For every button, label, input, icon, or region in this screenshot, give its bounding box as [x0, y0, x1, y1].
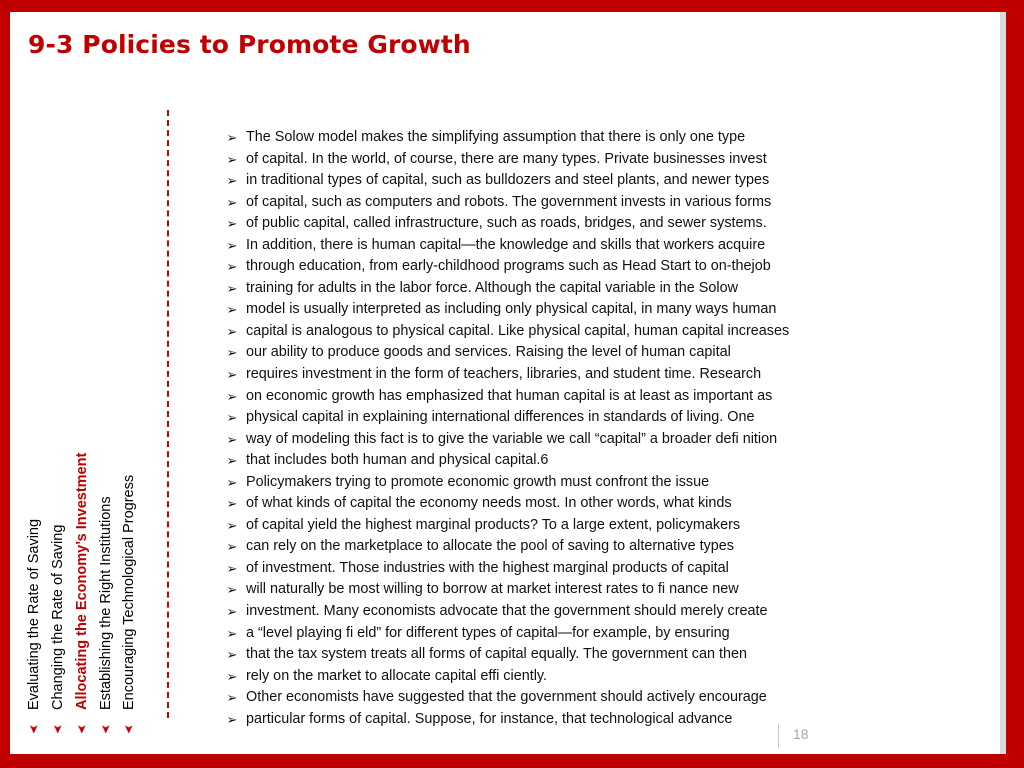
slide-frame-bottom: [0, 754, 1024, 768]
arrowhead-bullet-icon: ➢: [226, 711, 238, 727]
dashed-divider: [167, 110, 169, 718]
arrowhead-bullet-icon: ➢: [226, 539, 238, 555]
bullet-line: [224, 623, 994, 645]
arrowhead-bullet-icon: ➢: [226, 668, 238, 684]
nav-item-1[interactable]: [23, 410, 45, 740]
arrow-icon: ➤: [51, 724, 65, 735]
bullet-line: [224, 235, 994, 257]
nav-item-5[interactable]: [118, 410, 140, 740]
bullet-line: [224, 666, 994, 688]
slide-frame-right: [1006, 12, 1024, 768]
bullet-text: of capital yield the highest marginal products? To a large extent, policymakers: [246, 516, 741, 533]
bullet-line: [224, 149, 994, 171]
bullet-line: [224, 321, 994, 343]
bullet-text: way of modeling this fact is to give the variable we call “capital” a broader defi nition: [246, 430, 778, 447]
arrowhead-bullet-icon: ➢: [226, 345, 238, 361]
arrowhead-bullet-icon: ➢: [226, 216, 238, 232]
arrowhead-bullet-icon: ➢: [226, 130, 238, 145]
bullet-text: training for adults in the labor force. Although the capital variable in the Solow: [246, 279, 738, 296]
bullet-line: [224, 536, 994, 558]
arrowhead-bullet-icon: ➢: [226, 173, 238, 189]
nav-item-label: Evaluating the Rate of Saving: [26, 518, 42, 710]
bullet-line: [224, 687, 994, 709]
slide-frame-top: [0, 0, 1024, 12]
page-number-separator: [778, 724, 779, 748]
nav-item-4[interactable]: [95, 410, 117, 740]
arrowhead-bullet-icon: ➢: [226, 151, 238, 167]
bullet-text: of public capital, called infrastructure, such as roads, bridges, and sewer systems.: [246, 215, 767, 232]
arrow-icon: ➤: [27, 724, 41, 735]
arrowhead-bullet-icon: ➢: [226, 517, 238, 533]
bullet-text: Policymakers trying to promote economic growth must confront the issue: [246, 473, 710, 490]
arrowhead-bullet-icon: ➢: [226, 323, 238, 339]
bullet-text: The Solow model makes the simplifying assumption that there is only one type: [246, 129, 746, 145]
slide-title: 9-3 Policies to Promote Growth: [28, 30, 471, 59]
arrowhead-bullet-icon: ➢: [226, 194, 238, 210]
nav-item-label: Encouraging Technological Progress: [121, 474, 137, 710]
bullet-line: [224, 558, 994, 580]
nav-item-label: Establishing the Right Institutions: [98, 496, 114, 710]
arrowhead-bullet-icon: ➢: [226, 388, 238, 404]
bullet-text: Other economists have suggested that the government should actively encourage: [246, 689, 767, 706]
bullet-text: of what kinds of capital the economy needs most. In other words, what kinds: [246, 495, 732, 512]
arrowhead-bullet-icon: ➢: [226, 302, 238, 318]
bullet-text: will naturally be most willing to borrow at market interest rates to fi nance new: [246, 581, 739, 598]
bullet-text: investment. Many economists advocate that the government should merely create: [246, 603, 768, 620]
arrowhead-bullet-icon: ➢: [226, 431, 238, 447]
bullet-text: of investment. Those industries with the highest marginal products of capital: [246, 559, 729, 576]
page-number: 18: [793, 726, 809, 742]
bullet-text: on economic growth has emphasized that human capital is at least as important as: [246, 387, 773, 404]
bullet-line: [224, 579, 994, 601]
bullet-line: [224, 644, 994, 666]
arrowhead-bullet-icon: ➢: [226, 280, 238, 296]
nav-item-label: Allocating the Economy’s Investment: [74, 452, 90, 710]
bullet-line: [224, 299, 994, 321]
arrow-icon: ➤: [99, 724, 113, 735]
arrowhead-bullet-icon: ➢: [226, 625, 238, 641]
bullet-text: capital is analogous to physical capital. Like physical capital, human capital increases: [246, 322, 790, 339]
bullet-text: physical capital in explaining international differences in standards of living. One: [246, 409, 755, 426]
bullet-text: through education, from early-childhood programs such as Head Start to on-thejob: [246, 258, 771, 275]
bullet-line: [224, 386, 994, 408]
arrow-icon: ➤: [122, 724, 136, 735]
arrowhead-bullet-icon: ➢: [226, 453, 238, 469]
bullet-line: [224, 278, 994, 300]
bullet-text: particular forms of capital. Suppose, for instance, that technological advance: [246, 710, 733, 727]
bullet-line: [224, 493, 994, 515]
bullet-text: model is usually interpreted as including only physical capital, in many ways human: [246, 301, 777, 318]
bullet-line: [224, 450, 994, 472]
arrowhead-bullet-icon: ➢: [226, 496, 238, 512]
arrowhead-bullet-icon: ➢: [226, 647, 238, 663]
bullet-line: [224, 472, 994, 494]
bullet-line: [224, 515, 994, 537]
bullet-line: [224, 213, 994, 235]
bullet-line: [224, 709, 994, 731]
bullet-line: [224, 170, 994, 192]
nav-item-label: Changing the Rate of Saving: [50, 524, 66, 710]
bullet-text: that the tax system treats all forms of capital equally. The government can then: [246, 646, 747, 663]
bullet-text: requires investment in the form of teachers, libraries, and student time. Research: [246, 366, 762, 383]
nav-item-2[interactable]: [47, 410, 69, 740]
bullet-text: can rely on the marketplace to allocate the pool of saving to alternative types: [246, 538, 734, 555]
bullet-text: In addition, there is human capital—the knowledge and skills that workers acquire: [246, 236, 766, 253]
slide-body: [224, 127, 994, 730]
bullet-line: [224, 601, 994, 623]
arrow-icon: ➤: [75, 724, 89, 735]
bullet-text: that includes both human and physical capital.6: [246, 452, 549, 469]
bullet-text: rely on the market to allocate capital effi ciently.: [246, 667, 548, 684]
bullet-line: [224, 192, 994, 214]
bullet-line: [224, 407, 994, 429]
slide-frame-left: [0, 0, 10, 768]
bullet-line: [224, 364, 994, 386]
bullet-line: [224, 429, 994, 451]
arrowhead-bullet-icon: ➢: [226, 690, 238, 706]
bullet-text: of capital. In the world, of course, there are many types. Private businesses invest: [246, 150, 767, 167]
bullet-text: our ability to produce goods and services. Raising the level of human capital: [246, 344, 731, 361]
arrowhead-bullet-icon: ➢: [226, 604, 238, 620]
bullet-text: of capital, such as computers and robots. The government invests in various forms: [246, 193, 772, 210]
arrowhead-bullet-icon: ➢: [226, 367, 238, 383]
nav-item-3[interactable]: [71, 410, 93, 740]
arrowhead-bullet-icon: ➢: [226, 237, 238, 253]
arrowhead-bullet-icon: ➢: [226, 259, 238, 275]
bullet-text: a “level playing fi eld” for different types of capital—for example, by ensuring: [246, 624, 730, 641]
arrowhead-bullet-icon: ➢: [226, 410, 238, 426]
arrowhead-bullet-icon: ➢: [226, 560, 238, 576]
arrowhead-bullet-icon: ➢: [226, 582, 238, 598]
bullet-text: in traditional types of capital, such as bulldozers and steel plants, and newer types: [246, 172, 770, 189]
bullet-line: [224, 342, 994, 364]
bullet-line: [224, 256, 994, 278]
bullet-line: [224, 127, 994, 149]
arrowhead-bullet-icon: ➢: [226, 474, 238, 490]
